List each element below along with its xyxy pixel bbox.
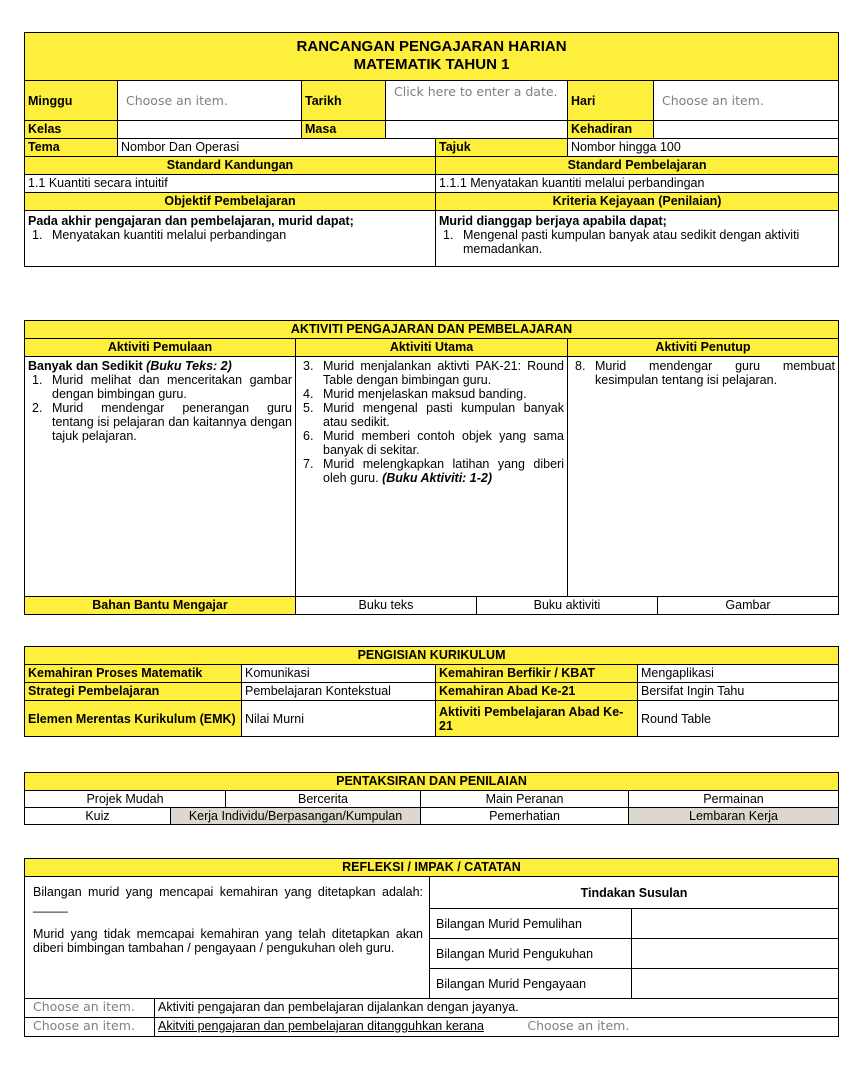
refleksi-table <box>24 858 839 1037</box>
refleksi-title: REFLEKSI / IMPAK / CATATAN <box>25 859 839 877</box>
minggu-label: Minggu <box>25 81 118 121</box>
bbm-label: Bahan Bantu Mengajar <box>25 597 296 615</box>
minggu-dropdown[interactable]: Choose an item. <box>118 81 302 121</box>
pentaksiran-title: PENTAKSIRAN DAN PENILAIAN <box>25 773 839 791</box>
status-dropdown-2[interactable]: Choose an item. <box>25 1018 155 1037</box>
status-row-2 <box>155 1018 839 1037</box>
penutup-content <box>568 357 839 597</box>
pemulaan-heading: Banyak dan Sedikit (Buku Teks: 2) <box>28 359 232 373</box>
kbat-label: Kemahiran Berfikir / KBAT <box>436 665 638 683</box>
utama-label: Aktiviti Utama <box>296 339 568 357</box>
utama-content <box>296 357 568 597</box>
kehadiran-field[interactable] <box>654 121 839 139</box>
kpm-label: Kemahiran Proses Matematik <box>25 665 242 683</box>
masa-field[interactable] <box>386 121 568 139</box>
pentaksiran-item: Kuiz <box>25 808 171 825</box>
pentaksiran-item: Main Peranan <box>421 791 629 808</box>
bbm-item: Gambar <box>658 597 839 615</box>
standard-pembelajaran-label: Standard Pembelajaran <box>436 157 839 175</box>
penutup-label: Aktiviti Penutup <box>568 339 839 357</box>
header-table <box>24 32 839 267</box>
objektif-item: 1. Menyatakan kuantiti melalui perbandingan <box>32 228 287 242</box>
pak-value: Round Table <box>638 701 839 737</box>
tajuk-value: Nombor hingga 100 <box>568 139 839 157</box>
utama-item: 7. Murid melengkapkan latihan yang diberi oleh guru. (Buku Aktiviti: 1-2) <box>303 457 564 485</box>
kehadiran-label: Kehadiran <box>568 121 654 139</box>
pentaksiran-item: Projek Mudah <box>25 791 226 808</box>
hari-label: Hari <box>568 81 654 121</box>
bbm-item: Buku aktiviti <box>477 597 658 615</box>
tarikh-label: Tarikh <box>302 81 386 121</box>
aktiviti-title: AKTIVITI PENGAJARAN DAN PEMBELAJARAN <box>25 321 839 339</box>
refleksi-text-1: Bilangan murid yang mencapai kemahiran yang ditetapkan adalah: _____ <box>33 885 423 913</box>
refleksi-text-2: Murid yang tidak memcapai kemahiran yang telah ditetapkan akan diberi bimbingan tambahan / pengayaan / pengukuhan oleh guru. <box>33 927 423 955</box>
pentaksiran-table <box>24 772 839 825</box>
title-line-2: MATEMATIK TAHUN 1 <box>353 56 510 73</box>
utama-item: 3. Murid menjalankan aktivti PAK-21: Round Table dengan bimbingan guru. <box>303 359 564 387</box>
kelas-field[interactable] <box>118 121 302 139</box>
masa-label: Masa <box>302 121 386 139</box>
pentaksiran-item: Permainan <box>629 791 839 808</box>
utama-item: 5. Murid mengenal pasti kumpulan banyak atau sedikit. <box>303 401 564 429</box>
kurikulum-title: PENGISIAN KURIKULUM <box>25 647 839 665</box>
bbm-item: Buku teks <box>296 597 477 615</box>
reason-dropdown[interactable]: Choose an item. <box>527 1018 630 1033</box>
status-text-1: Aktiviti pengajaran dan pembelajaran dijalankan dengan jayanya. <box>155 999 839 1018</box>
pengayaan-label: Bilangan Murid Pengayaan <box>430 969 632 999</box>
pemulaan-label: Aktiviti Pemulaan <box>25 339 296 357</box>
standard-kandungan-label: Standard Kandungan <box>25 157 436 175</box>
kurikulum-table <box>24 646 839 737</box>
pemulaan-item: 2. Murid mendengar penerangan guru tentang isi pelajaran dan kaitannya dengan tajuk pelajaran. <box>32 401 292 443</box>
pentaksiran-item-selected: Lembaran Kerja <box>629 808 839 825</box>
tema-value: Nombor Dan Operasi <box>118 139 436 157</box>
pengayaan-field[interactable] <box>632 969 839 999</box>
refleksi-notes <box>25 877 430 999</box>
emk-value: Nilai Murni <box>242 701 436 737</box>
kriteria-content <box>436 211 839 267</box>
pemulaan-content <box>25 357 296 597</box>
status-dropdown-1[interactable]: Choose an item. <box>25 999 155 1018</box>
kpm-value: Komunikasi <box>242 665 436 683</box>
kriteria-label: Kriteria Kejayaan (Penilaian) <box>436 193 839 211</box>
kriteria-intro: Murid dianggap berjaya apabila dapat; <box>439 214 667 228</box>
standard-pembelajaran-value: 1.1.1 Menyatakan kuantiti melalui perbandingan <box>436 175 839 193</box>
pentaksiran-item: Pemerhatian <box>421 808 629 825</box>
kbat-value: Mengaplikasi <box>638 665 839 683</box>
pak-label: Aktiviti Pembelajaran Abad Ke-21 <box>436 701 638 737</box>
tema-label: Tema <box>25 139 118 157</box>
aktiviti-table <box>24 320 839 615</box>
standard-kandungan-value: 1.1 Kuantiti secara intuitif <box>25 175 436 193</box>
pemulaan-item: 1. Murid melihat dan menceritakan gambar dengan bimbingan guru. <box>32 373 292 401</box>
tajuk-label: Tajuk <box>436 139 568 157</box>
objektif-content <box>25 211 436 267</box>
pengukuhan-label: Bilangan Murid Pengukuhan <box>430 939 632 969</box>
objektif-intro: Pada akhir pengajaran dan pembelajaran, murid dapat; <box>28 214 354 228</box>
utama-item: 4. Murid menjelaskan maksud banding. <box>303 387 527 401</box>
strategi-value: Pembelajaran Kontekstual <box>242 683 436 701</box>
objektif-label: Objektif Pembelajaran <box>25 193 436 211</box>
main-title <box>25 33 839 81</box>
pengukuhan-field[interactable] <box>632 939 839 969</box>
tindakan-susulan-label: Tindakan Susulan <box>430 877 839 909</box>
hari-dropdown[interactable]: Choose an item. <box>654 81 839 121</box>
kelas-label: Kelas <box>25 121 118 139</box>
emk-label: Elemen Merentas Kurikulum (EMK) <box>25 701 242 737</box>
pentaksiran-item-selected: Kerja Individu/Berpasangan/Kumpulan <box>171 808 421 825</box>
pemulihan-field[interactable] <box>632 909 839 939</box>
pemulihan-label: Bilangan Murid Pemulihan <box>430 909 632 939</box>
status-text-2: Akitviti pengajaran dan pembelajaran ditangguhkan kerana <box>158 1019 484 1033</box>
strategi-label: Strategi Pembelajaran <box>25 683 242 701</box>
abad-value: Bersifat Ingin Tahu <box>638 683 839 701</box>
pentaksiran-item: Bercerita <box>226 791 421 808</box>
abad-label: Kemahiran Abad Ke-21 <box>436 683 638 701</box>
title-line-1: RANCANGAN PENGAJARAN HARIAN <box>296 38 567 55</box>
kriteria-item: 1. Mengenal pasti kumpulan banyak atau sedikit dengan aktiviti memadankan. <box>443 228 800 256</box>
tarikh-date-picker[interactable]: Click here to enter a date. <box>386 81 568 121</box>
utama-item: 6. Murid memberi contoh objek yang sama banyak di sekitar. <box>303 429 564 457</box>
penutup-item: 8. Murid mendengar guru membuat kesimpulan tentang isi pelajaran. <box>575 359 835 387</box>
